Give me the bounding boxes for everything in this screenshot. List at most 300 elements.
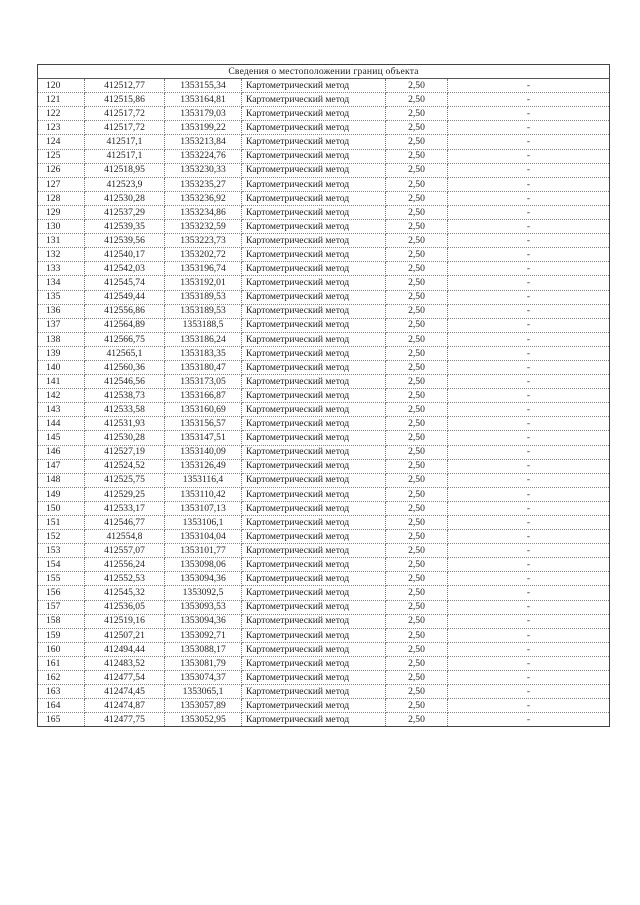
method-cell: Картометрический метод xyxy=(242,234,386,248)
method-cell: Картометрический метод xyxy=(242,445,386,459)
method-cell: Картометрический метод xyxy=(242,431,386,445)
point-number-cell: 151 xyxy=(38,516,85,530)
table-row xyxy=(38,389,610,403)
coordinate-x-cell: 412565,1 xyxy=(85,346,165,360)
table-row xyxy=(38,614,610,628)
method-cell: Картометрический метод xyxy=(242,642,386,656)
table-row xyxy=(38,79,610,93)
note-cell: - xyxy=(448,205,610,219)
coordinate-x-cell: 412507,21 xyxy=(85,628,165,642)
coordinate-y-cell: 1353230,33 xyxy=(165,163,242,177)
method-cell: Картометрический метод xyxy=(242,628,386,642)
point-number-cell: 150 xyxy=(38,501,85,515)
point-number-cell: 140 xyxy=(38,360,85,374)
note-cell: - xyxy=(448,234,610,248)
point-number-cell: 120 xyxy=(38,79,85,93)
table-row xyxy=(38,516,610,530)
coordinate-x-cell: 412556,24 xyxy=(85,558,165,572)
point-number-cell: 146 xyxy=(38,445,85,459)
note-cell: - xyxy=(448,459,610,473)
point-number-cell: 161 xyxy=(38,656,85,670)
coordinate-y-cell: 1353101,77 xyxy=(165,544,242,558)
method-cell: Картометрический метод xyxy=(242,191,386,205)
point-number-cell: 147 xyxy=(38,459,85,473)
note-cell: - xyxy=(448,544,610,558)
accuracy-cell: 2,50 xyxy=(386,656,448,670)
table-row xyxy=(38,642,610,656)
note-cell: - xyxy=(448,699,610,713)
table-row xyxy=(38,473,610,487)
accuracy-cell: 2,50 xyxy=(386,530,448,544)
note-cell: - xyxy=(448,276,610,290)
method-cell: Картометрический метод xyxy=(242,713,386,727)
table-row xyxy=(38,431,610,445)
coordinate-x-cell: 412531,93 xyxy=(85,417,165,431)
note-cell: - xyxy=(448,220,610,234)
point-number-cell: 138 xyxy=(38,332,85,346)
table-row xyxy=(38,346,610,360)
table-row xyxy=(38,177,610,191)
coordinate-x-cell: 412530,28 xyxy=(85,431,165,445)
table-row xyxy=(38,671,610,685)
coordinates-table xyxy=(37,64,610,727)
accuracy-cell: 2,50 xyxy=(386,149,448,163)
coordinate-y-cell: 1353116,4 xyxy=(165,473,242,487)
coordinate-y-cell: 1353088,17 xyxy=(165,642,242,656)
method-cell: Картометрический метод xyxy=(242,177,386,191)
point-number-cell: 130 xyxy=(38,220,85,234)
accuracy-cell: 2,50 xyxy=(386,501,448,515)
method-cell: Картометрический метод xyxy=(242,205,386,219)
coordinate-y-cell: 1353202,72 xyxy=(165,248,242,262)
accuracy-cell: 2,50 xyxy=(386,487,448,501)
point-number-cell: 155 xyxy=(38,572,85,586)
table-row xyxy=(38,586,610,600)
method-cell: Картометрический метод xyxy=(242,93,386,107)
note-cell: - xyxy=(448,628,610,642)
method-cell: Картометрический метод xyxy=(242,487,386,501)
table-row xyxy=(38,248,610,262)
method-cell: Картометрический метод xyxy=(242,473,386,487)
accuracy-cell: 2,50 xyxy=(386,121,448,135)
method-cell: Картометрический метод xyxy=(242,671,386,685)
coordinate-x-cell: 412564,89 xyxy=(85,318,165,332)
note-cell: - xyxy=(448,262,610,276)
coordinate-x-cell: 412527,19 xyxy=(85,445,165,459)
note-cell: - xyxy=(448,656,610,670)
table-row xyxy=(38,149,610,163)
point-number-cell: 123 xyxy=(38,121,85,135)
method-cell: Картометрический метод xyxy=(242,135,386,149)
table-row xyxy=(38,205,610,219)
method-cell: Картометрический метод xyxy=(242,656,386,670)
coordinate-y-cell: 1353180,47 xyxy=(165,360,242,374)
accuracy-cell: 2,50 xyxy=(386,713,448,727)
accuracy-cell: 2,50 xyxy=(386,248,448,262)
note-cell: - xyxy=(448,501,610,515)
point-number-cell: 156 xyxy=(38,586,85,600)
table-row xyxy=(38,530,610,544)
table-row xyxy=(38,262,610,276)
coordinate-x-cell: 412549,44 xyxy=(85,290,165,304)
method-cell: Картометрический метод xyxy=(242,558,386,572)
coordinate-y-cell: 1353094,36 xyxy=(165,572,242,586)
method-cell: Картометрический метод xyxy=(242,614,386,628)
note-cell: - xyxy=(448,642,610,656)
note-cell: - xyxy=(448,332,610,346)
table-row xyxy=(38,318,610,332)
method-cell: Картометрический метод xyxy=(242,276,386,290)
table-row xyxy=(38,713,610,727)
accuracy-cell: 2,50 xyxy=(386,671,448,685)
coordinate-x-cell: 412517,72 xyxy=(85,107,165,121)
accuracy-cell: 2,50 xyxy=(386,107,448,121)
point-number-cell: 134 xyxy=(38,276,85,290)
coordinate-x-cell: 412540,17 xyxy=(85,248,165,262)
coordinate-x-cell: 412523,9 xyxy=(85,177,165,191)
accuracy-cell: 2,50 xyxy=(386,642,448,656)
accuracy-cell: 2,50 xyxy=(386,262,448,276)
coordinate-x-cell: 412539,56 xyxy=(85,234,165,248)
coordinate-x-cell: 412560,36 xyxy=(85,360,165,374)
coordinate-x-cell: 412554,8 xyxy=(85,530,165,544)
method-cell: Картометрический метод xyxy=(242,332,386,346)
point-number-cell: 145 xyxy=(38,431,85,445)
note-cell: - xyxy=(448,530,610,544)
coordinate-x-cell: 412483,52 xyxy=(85,656,165,670)
point-number-cell: 127 xyxy=(38,177,85,191)
accuracy-cell: 2,50 xyxy=(386,205,448,219)
note-cell: - xyxy=(448,163,610,177)
note-cell: - xyxy=(448,318,610,332)
method-cell: Картометрический метод xyxy=(242,360,386,374)
document-page xyxy=(37,64,609,727)
coordinate-y-cell: 1353196,74 xyxy=(165,262,242,276)
method-cell: Картометрический метод xyxy=(242,586,386,600)
note-cell: - xyxy=(448,572,610,586)
accuracy-cell: 2,50 xyxy=(386,135,448,149)
accuracy-cell: 2,50 xyxy=(386,459,448,473)
table-row xyxy=(38,135,610,149)
accuracy-cell: 2,50 xyxy=(386,375,448,389)
note-cell: - xyxy=(448,121,610,135)
point-number-cell: 152 xyxy=(38,530,85,544)
table-row xyxy=(38,572,610,586)
accuracy-cell: 2,50 xyxy=(386,685,448,699)
coordinate-x-cell: 412552,53 xyxy=(85,572,165,586)
table-row xyxy=(38,544,610,558)
point-number-cell: 158 xyxy=(38,614,85,628)
coordinate-x-cell: 412546,56 xyxy=(85,375,165,389)
accuracy-cell: 2,50 xyxy=(386,699,448,713)
table-row xyxy=(38,459,610,473)
note-cell: - xyxy=(448,360,610,374)
note-cell: - xyxy=(448,107,610,121)
coordinate-y-cell: 1353081,79 xyxy=(165,656,242,670)
coordinate-y-cell: 1353104,04 xyxy=(165,530,242,544)
note-cell: - xyxy=(448,304,610,318)
table-row xyxy=(38,417,610,431)
point-number-cell: 148 xyxy=(38,473,85,487)
method-cell: Картометрический метод xyxy=(242,572,386,586)
method-cell: Картометрический метод xyxy=(242,149,386,163)
coordinate-x-cell: 412545,32 xyxy=(85,586,165,600)
point-number-cell: 139 xyxy=(38,346,85,360)
method-cell: Картометрический метод xyxy=(242,220,386,234)
coordinate-x-cell: 412542,03 xyxy=(85,262,165,276)
point-number-cell: 124 xyxy=(38,135,85,149)
coordinate-y-cell: 1353192,01 xyxy=(165,276,242,290)
coordinate-y-cell: 1353074,37 xyxy=(165,671,242,685)
method-cell: Картометрический метод xyxy=(242,375,386,389)
accuracy-cell: 2,50 xyxy=(386,628,448,642)
table-row xyxy=(38,628,610,642)
coordinate-x-cell: 412474,87 xyxy=(85,699,165,713)
note-cell: - xyxy=(448,558,610,572)
note-cell: - xyxy=(448,586,610,600)
coordinate-x-cell: 412556,86 xyxy=(85,304,165,318)
accuracy-cell: 2,50 xyxy=(386,431,448,445)
table-row xyxy=(38,220,610,234)
method-cell: Картометрический метод xyxy=(242,304,386,318)
method-cell: Картометрический метод xyxy=(242,346,386,360)
note-cell: - xyxy=(448,346,610,360)
table-row xyxy=(38,558,610,572)
note-cell: - xyxy=(448,417,610,431)
coordinate-x-cell: 412545,74 xyxy=(85,276,165,290)
method-cell: Картометрический метод xyxy=(242,290,386,304)
table-row xyxy=(38,107,610,121)
table-row xyxy=(38,332,610,346)
point-number-cell: 142 xyxy=(38,389,85,403)
coordinate-y-cell: 1353093,53 xyxy=(165,600,242,614)
coordinate-x-cell: 412524,52 xyxy=(85,459,165,473)
method-cell: Картометрический метод xyxy=(242,459,386,473)
coordinate-x-cell: 412533,58 xyxy=(85,403,165,417)
table-row xyxy=(38,191,610,205)
table-row xyxy=(38,403,610,417)
accuracy-cell: 2,50 xyxy=(386,389,448,403)
note-cell: - xyxy=(448,487,610,501)
point-number-cell: 128 xyxy=(38,191,85,205)
method-cell: Картометрический метод xyxy=(242,699,386,713)
accuracy-cell: 2,50 xyxy=(386,318,448,332)
point-number-cell: 132 xyxy=(38,248,85,262)
note-cell: - xyxy=(448,403,610,417)
coordinate-y-cell: 1353107,13 xyxy=(165,501,242,515)
accuracy-cell: 2,50 xyxy=(386,600,448,614)
note-cell: - xyxy=(448,191,610,205)
point-number-cell: 163 xyxy=(38,685,85,699)
accuracy-cell: 2,50 xyxy=(386,572,448,586)
point-number-cell: 122 xyxy=(38,107,85,121)
accuracy-cell: 2,50 xyxy=(386,417,448,431)
note-cell: - xyxy=(448,79,610,93)
coordinate-y-cell: 1353188,5 xyxy=(165,318,242,332)
point-number-cell: 143 xyxy=(38,403,85,417)
accuracy-cell: 2,50 xyxy=(386,516,448,530)
table-row xyxy=(38,304,610,318)
coordinate-x-cell: 412519,16 xyxy=(85,614,165,628)
coordinate-y-cell: 1353189,53 xyxy=(165,290,242,304)
point-number-cell: 149 xyxy=(38,487,85,501)
point-number-cell: 126 xyxy=(38,163,85,177)
coordinate-y-cell: 1353126,49 xyxy=(165,459,242,473)
point-number-cell: 136 xyxy=(38,304,85,318)
note-cell: - xyxy=(448,135,610,149)
coordinate-y-cell: 1353223,73 xyxy=(165,234,242,248)
method-cell: Картометрический метод xyxy=(242,600,386,614)
coordinate-y-cell: 1353106,1 xyxy=(165,516,242,530)
note-cell: - xyxy=(448,473,610,487)
accuracy-cell: 2,50 xyxy=(386,403,448,417)
coordinate-y-cell: 1353164,81 xyxy=(165,93,242,107)
coordinate-y-cell: 1353199,22 xyxy=(165,121,242,135)
coordinate-y-cell: 1353155,34 xyxy=(165,79,242,93)
table-row xyxy=(38,93,610,107)
point-number-cell: 133 xyxy=(38,262,85,276)
accuracy-cell: 2,50 xyxy=(386,220,448,234)
point-number-cell: 159 xyxy=(38,628,85,642)
method-cell: Картометрический метод xyxy=(242,417,386,431)
accuracy-cell: 2,50 xyxy=(386,177,448,191)
method-cell: Картометрический метод xyxy=(242,107,386,121)
accuracy-cell: 2,50 xyxy=(386,360,448,374)
point-number-cell: 165 xyxy=(38,713,85,727)
table-header-row xyxy=(38,65,610,79)
coordinate-y-cell: 1353094,36 xyxy=(165,614,242,628)
note-cell: - xyxy=(448,431,610,445)
accuracy-cell: 2,50 xyxy=(386,544,448,558)
coordinate-x-cell: 412537,29 xyxy=(85,205,165,219)
coordinate-x-cell: 412530,28 xyxy=(85,191,165,205)
coordinate-y-cell: 1353236,92 xyxy=(165,191,242,205)
coordinate-x-cell: 412512,77 xyxy=(85,79,165,93)
accuracy-cell: 2,50 xyxy=(386,163,448,177)
method-cell: Картометрический метод xyxy=(242,121,386,135)
point-number-cell: 137 xyxy=(38,318,85,332)
coordinate-y-cell: 1353235,27 xyxy=(165,177,242,191)
coordinate-y-cell: 1353092,5 xyxy=(165,586,242,600)
accuracy-cell: 2,50 xyxy=(386,290,448,304)
coordinate-y-cell: 1353140,09 xyxy=(165,445,242,459)
method-cell: Картометрический метод xyxy=(242,79,386,93)
coordinate-x-cell: 412525,75 xyxy=(85,473,165,487)
accuracy-cell: 2,50 xyxy=(386,614,448,628)
coordinate-y-cell: 1353065,1 xyxy=(165,685,242,699)
method-cell: Картометрический метод xyxy=(242,248,386,262)
method-cell: Картометрический метод xyxy=(242,403,386,417)
method-cell: Картометрический метод xyxy=(242,530,386,544)
note-cell: - xyxy=(448,248,610,262)
point-number-cell: 135 xyxy=(38,290,85,304)
coordinate-y-cell: 1353147,51 xyxy=(165,431,242,445)
table-row xyxy=(38,276,610,290)
coordinate-x-cell: 412517,1 xyxy=(85,149,165,163)
table-title: Сведения о местоположении границ объекта xyxy=(38,65,610,79)
method-cell: Картометрический метод xyxy=(242,262,386,276)
point-number-cell: 164 xyxy=(38,699,85,713)
accuracy-cell: 2,50 xyxy=(386,558,448,572)
coordinate-x-cell: 412477,75 xyxy=(85,713,165,727)
table-row xyxy=(38,501,610,515)
note-cell: - xyxy=(448,685,610,699)
point-number-cell: 121 xyxy=(38,93,85,107)
point-number-cell: 125 xyxy=(38,149,85,163)
table-row xyxy=(38,234,610,248)
note-cell: - xyxy=(448,93,610,107)
coordinate-x-cell: 412557,07 xyxy=(85,544,165,558)
table-row xyxy=(38,656,610,670)
note-cell: - xyxy=(448,445,610,459)
table-row xyxy=(38,121,610,135)
point-number-cell: 157 xyxy=(38,600,85,614)
coordinate-y-cell: 1353166,87 xyxy=(165,389,242,403)
accuracy-cell: 2,50 xyxy=(386,332,448,346)
coordinate-y-cell: 1353092,71 xyxy=(165,628,242,642)
coordinate-y-cell: 1353189,53 xyxy=(165,304,242,318)
accuracy-cell: 2,50 xyxy=(386,234,448,248)
point-number-cell: 162 xyxy=(38,671,85,685)
note-cell: - xyxy=(448,671,610,685)
coordinate-y-cell: 1353179,03 xyxy=(165,107,242,121)
point-number-cell: 131 xyxy=(38,234,85,248)
point-number-cell: 129 xyxy=(38,205,85,219)
coordinate-x-cell: 412517,1 xyxy=(85,135,165,149)
coordinate-y-cell: 1353052,95 xyxy=(165,713,242,727)
coordinate-y-cell: 1353183,35 xyxy=(165,346,242,360)
table-row xyxy=(38,699,610,713)
coordinate-y-cell: 1353186,24 xyxy=(165,332,242,346)
table-body xyxy=(38,79,610,727)
table-row xyxy=(38,290,610,304)
coordinate-y-cell: 1353057,89 xyxy=(165,699,242,713)
note-cell: - xyxy=(448,600,610,614)
note-cell: - xyxy=(448,389,610,403)
note-cell: - xyxy=(448,375,610,389)
table-row xyxy=(38,487,610,501)
coordinate-x-cell: 412536,05 xyxy=(85,600,165,614)
note-cell: - xyxy=(448,149,610,163)
point-number-cell: 153 xyxy=(38,544,85,558)
point-number-cell: 160 xyxy=(38,642,85,656)
note-cell: - xyxy=(448,614,610,628)
method-cell: Картометрический метод xyxy=(242,389,386,403)
note-cell: - xyxy=(448,290,610,304)
point-number-cell: 144 xyxy=(38,417,85,431)
table-row xyxy=(38,685,610,699)
coordinate-x-cell: 412518,95 xyxy=(85,163,165,177)
coordinate-y-cell: 1353213,84 xyxy=(165,135,242,149)
coordinate-x-cell: 412494,44 xyxy=(85,642,165,656)
accuracy-cell: 2,50 xyxy=(386,586,448,600)
accuracy-cell: 2,50 xyxy=(386,93,448,107)
method-cell: Картометрический метод xyxy=(242,516,386,530)
accuracy-cell: 2,50 xyxy=(386,191,448,205)
method-cell: Картометрический метод xyxy=(242,544,386,558)
table-row xyxy=(38,360,610,374)
coordinate-x-cell: 412515,86 xyxy=(85,93,165,107)
note-cell: - xyxy=(448,516,610,530)
accuracy-cell: 2,50 xyxy=(386,276,448,290)
coordinate-x-cell: 412566,75 xyxy=(85,332,165,346)
method-cell: Картометрический метод xyxy=(242,501,386,515)
table-row xyxy=(38,163,610,177)
coordinate-x-cell: 412546,77 xyxy=(85,516,165,530)
accuracy-cell: 2,50 xyxy=(386,304,448,318)
accuracy-cell: 2,50 xyxy=(386,346,448,360)
coordinate-y-cell: 1353234,86 xyxy=(165,205,242,219)
